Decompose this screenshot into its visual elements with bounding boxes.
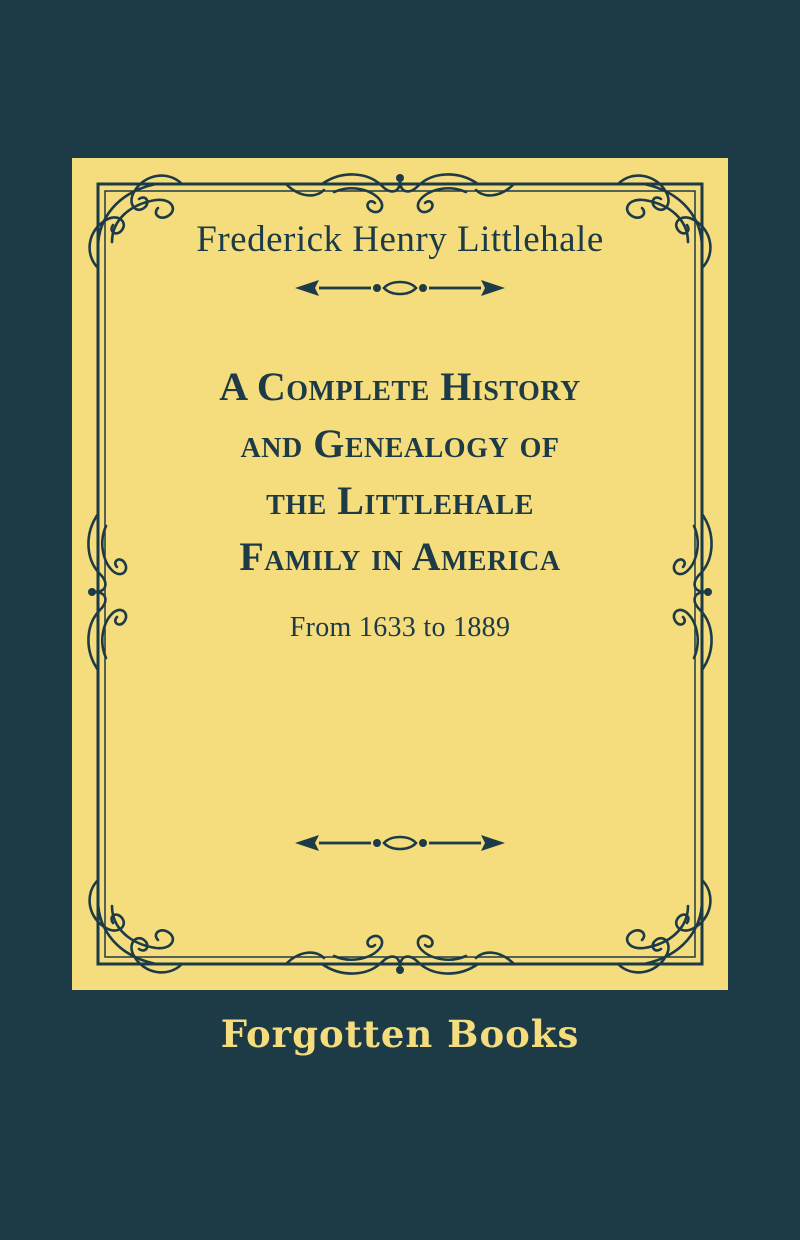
title-line: and Genealogy of — [240, 420, 560, 466]
title-line: A Complete History — [219, 364, 581, 409]
book-subtitle: From 1633 to 1889 — [289, 612, 511, 644]
title-line: the Littlehale — [266, 477, 534, 523]
publisher-label: Forgotten Books — [220, 1012, 580, 1056]
book-title — [140, 359, 660, 586]
publisher-name — [0, 1012, 800, 1056]
cover-content — [72, 158, 728, 990]
fleuron-divider-icon — [295, 830, 505, 856]
bottom-fleuron-divider — [295, 830, 505, 856]
title-line: Family in America — [239, 534, 561, 580]
author-name: Frederick Henry Littlehale — [196, 219, 604, 260]
fleuron-divider-icon — [295, 275, 505, 301]
top-fleuron-divider — [295, 275, 505, 301]
